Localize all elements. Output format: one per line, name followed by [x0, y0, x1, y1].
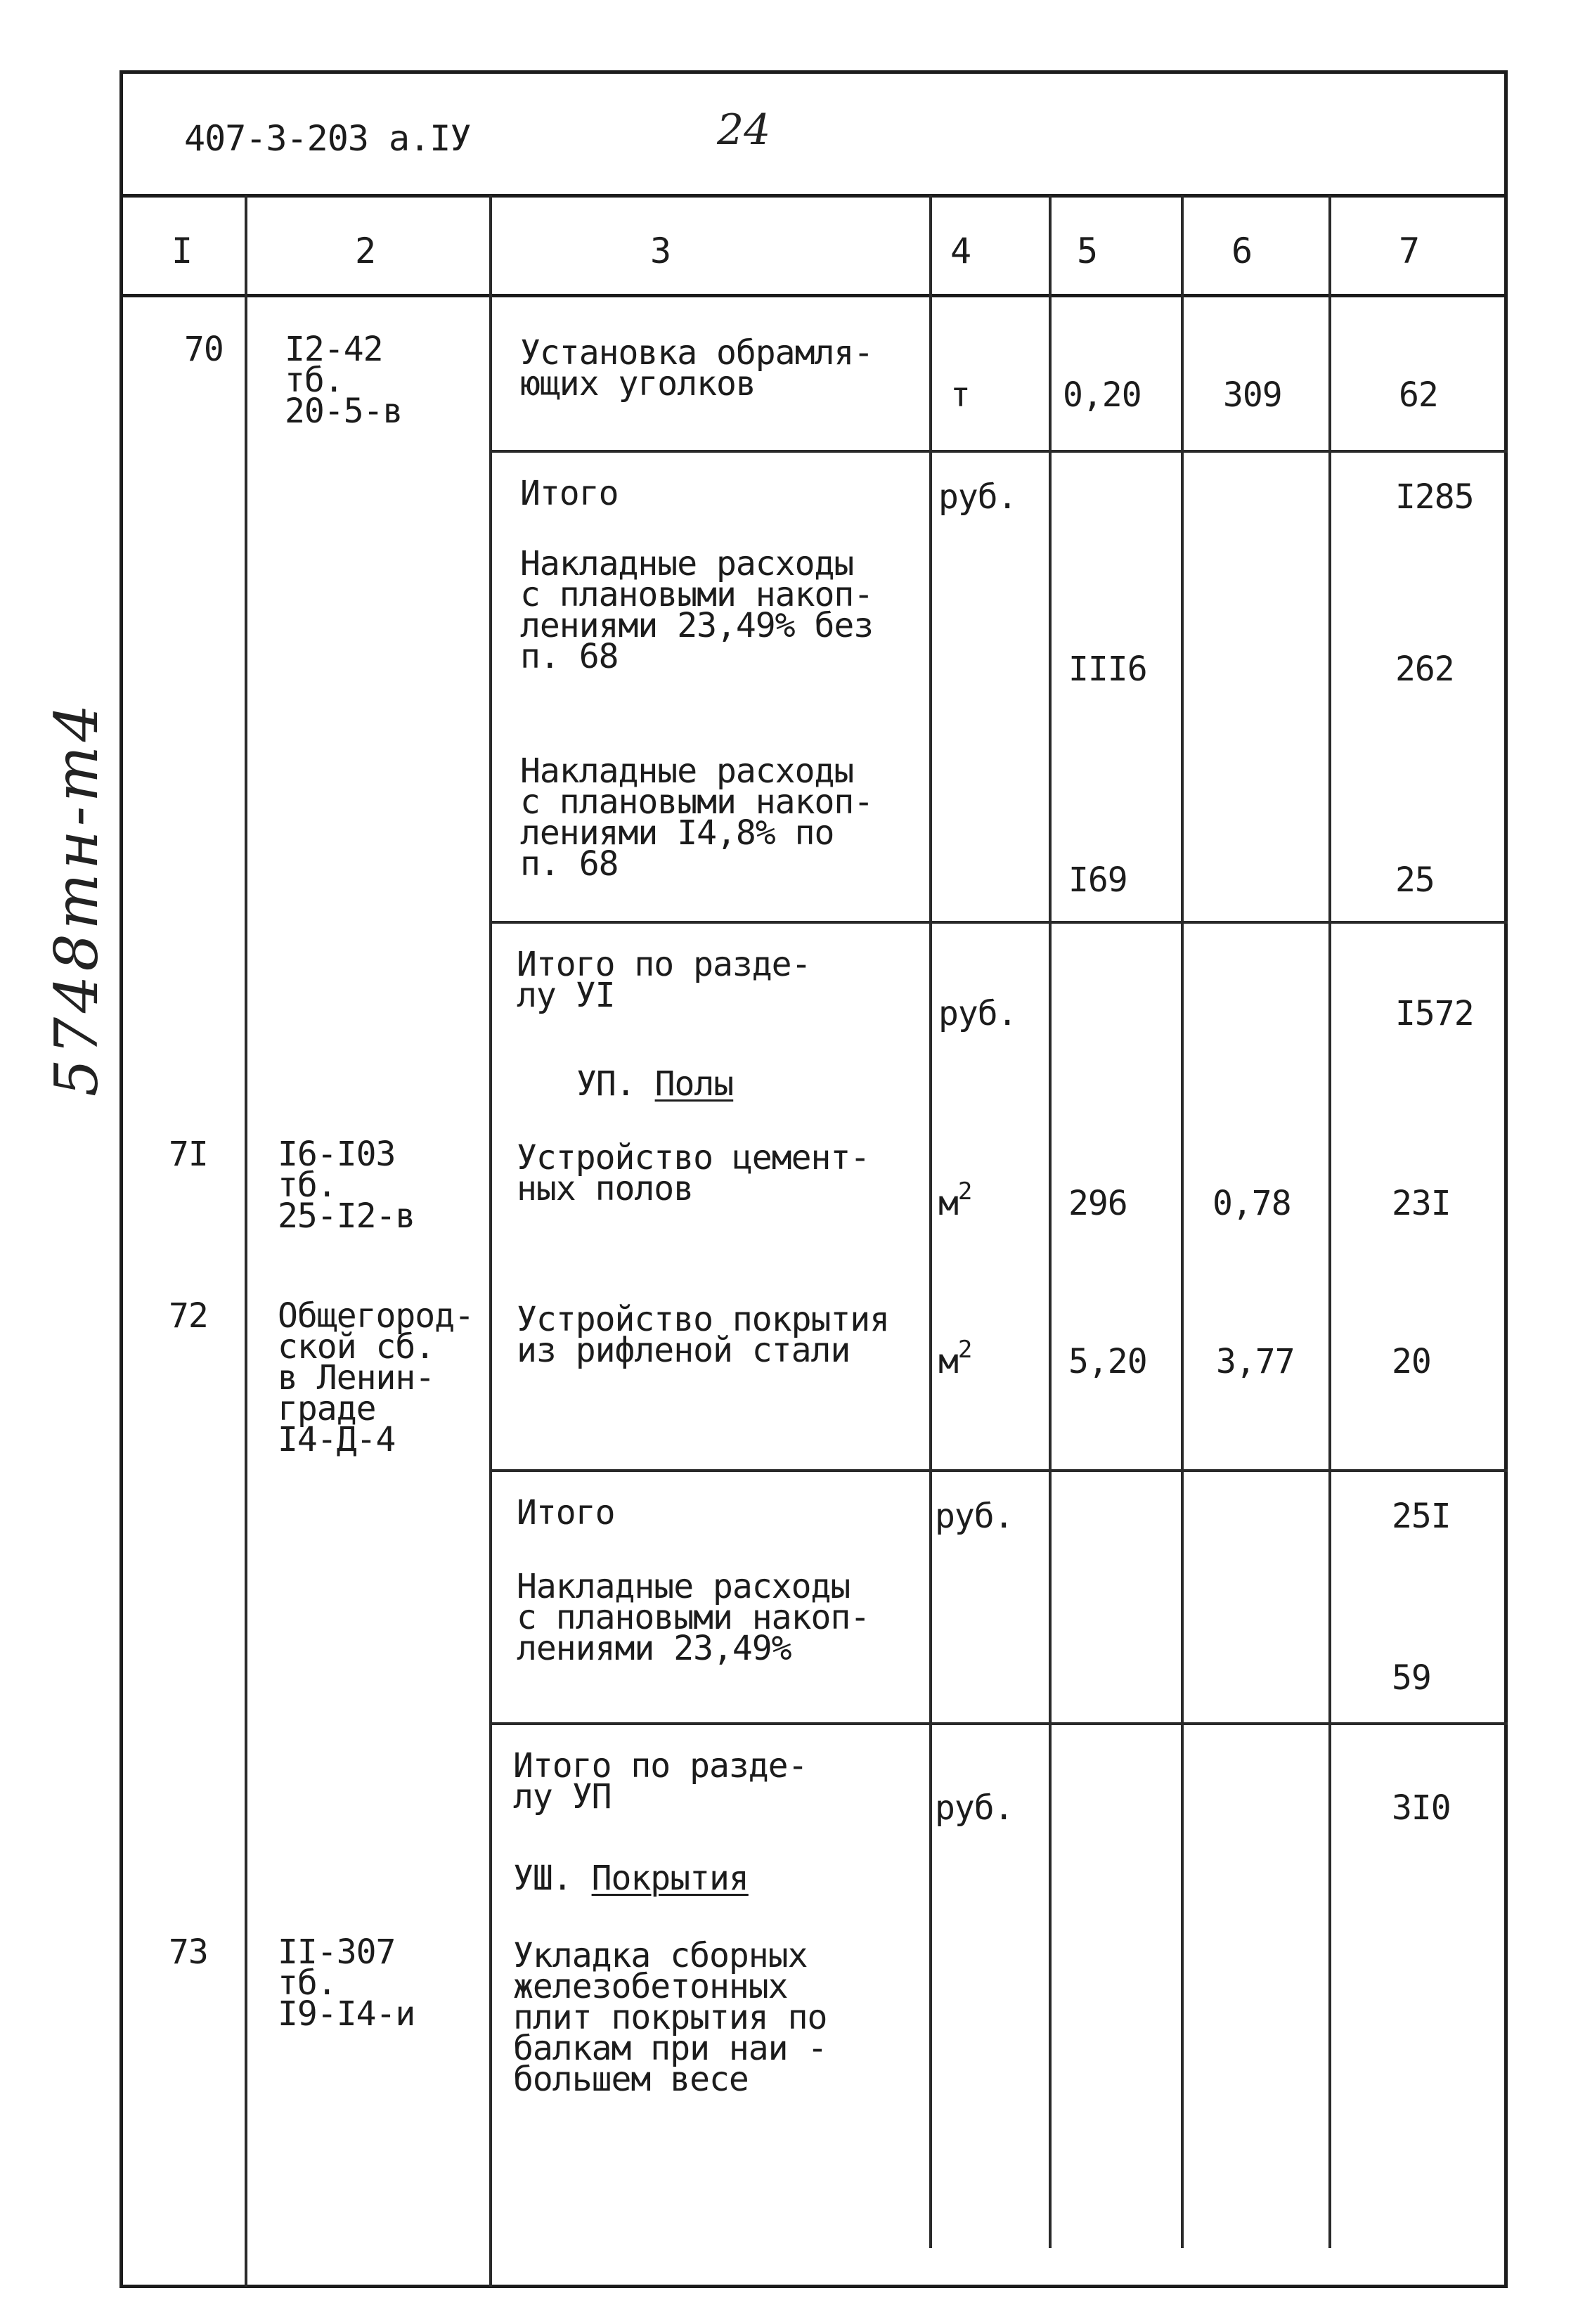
total-cost: 62 — [1399, 375, 1438, 415]
norm-reference: Общегород- ской сб. в Ленин- граде I4-Д-4 — [278, 1296, 474, 1459]
column-header-divider — [119, 294, 1508, 297]
unit-exponent: 2 — [957, 1177, 972, 1206]
unit-price: 0,78 — [1212, 1184, 1291, 1223]
section-total-label: Итого по разде- лу УI — [517, 945, 811, 1015]
total-cost: 20 — [1392, 1342, 1431, 1381]
header-divider — [119, 194, 1508, 198]
work-description: Укладка сборных железобетонных плит покрытия по балкам при наи - большем весе — [513, 1936, 827, 2099]
work-description: Установка обрамля- ющих уголков — [520, 333, 874, 404]
row-divider — [492, 450, 1508, 453]
section-number: УШ. — [513, 1859, 592, 1898]
unit-price: 3,77 — [1216, 1342, 1295, 1381]
unit-exponent: 2 — [957, 1336, 972, 1364]
row-number: 73 — [169, 1932, 208, 1972]
unit: руб. — [935, 1788, 1014, 1828]
quantity: III6 — [1068, 650, 1147, 689]
unit: т — [950, 375, 970, 415]
column-header-2: 2 — [355, 231, 376, 271]
total-cost: 3I0 — [1392, 1788, 1451, 1828]
section-number: УП. — [576, 1064, 655, 1104]
quantity: 0,20 — [1063, 375, 1142, 415]
work-description: Устройство покрытия из рифленой стали — [517, 1300, 890, 1370]
quantity: 296 — [1068, 1184, 1127, 1223]
section-title: Полы — [654, 1064, 734, 1104]
column-header-4: 4 — [950, 231, 971, 271]
total-cost: 25 — [1395, 860, 1435, 900]
unit — [938, 1177, 972, 1223]
quantity: 5,20 — [1068, 1342, 1147, 1381]
unit: руб. — [938, 994, 1017, 1033]
row-divider — [492, 921, 1508, 924]
column-header-5: 5 — [1077, 231, 1098, 271]
column-divider — [1049, 195, 1052, 2248]
column-divider — [1181, 195, 1184, 2248]
document-code: 407-3-203 а.IУ — [184, 118, 471, 159]
work-description: Накладные расходы с плановыми накоп- лениями 23,49% — [517, 1567, 870, 1668]
row-number: 70 — [184, 330, 224, 369]
total-cost: I572 — [1395, 994, 1474, 1033]
work-description: Накладные расходы с плановыми накоп- лениями I4,8% по п. 68 — [520, 751, 874, 884]
unit: руб. — [935, 1497, 1014, 1536]
total-cost: 262 — [1395, 650, 1454, 689]
row-number: 72 — [169, 1296, 208, 1336]
column-divider — [489, 195, 492, 2287]
side-note: 5748тн-т4 — [42, 699, 111, 1097]
section-heading — [576, 1064, 734, 1104]
subtotal-label: Итого — [517, 1493, 615, 1532]
section-total-label: Итого по разде- лу УП — [513, 1746, 808, 1816]
row-number: 7I — [169, 1135, 208, 1174]
row-divider — [492, 1469, 1508, 1472]
total-cost: 23I — [1392, 1184, 1451, 1223]
norm-reference: II-307 тб. I9-I4-и — [278, 1932, 415, 2034]
quantity: I69 — [1068, 860, 1127, 900]
column-header-7: 7 — [1399, 231, 1420, 271]
total-cost: 59 — [1392, 1658, 1431, 1698]
column-divider — [929, 195, 932, 2248]
norm-reference: I2-42 тб. 20-5-в — [285, 330, 403, 431]
column-header-6: 6 — [1231, 231, 1253, 271]
column-header-1: I — [172, 231, 193, 271]
unit — [938, 1336, 972, 1381]
unit-base: м — [938, 1342, 958, 1381]
unit-price: 309 — [1223, 375, 1282, 415]
section-title: Покрытия — [591, 1859, 749, 1898]
total-cost: 25I — [1392, 1497, 1451, 1536]
subtotal-label: Итого — [520, 474, 619, 513]
section-heading — [513, 1859, 749, 1898]
unit-base: м — [938, 1184, 958, 1223]
work-description: Устройство цемент- ных полов — [517, 1138, 870, 1208]
column-divider — [1328, 195, 1331, 2248]
unit: руб. — [938, 477, 1017, 517]
total-cost: I285 — [1395, 477, 1474, 517]
column-header-3: 3 — [650, 231, 671, 271]
work-description: Накладные расходы с плановыми накоп- лениями 23,49% без п. 68 — [520, 544, 874, 676]
column-divider — [245, 195, 247, 2287]
norm-reference: I6-I03 тб. 25-I2-в — [278, 1135, 415, 1236]
row-divider — [492, 1722, 1508, 1725]
page-number: 24 — [717, 105, 771, 155]
